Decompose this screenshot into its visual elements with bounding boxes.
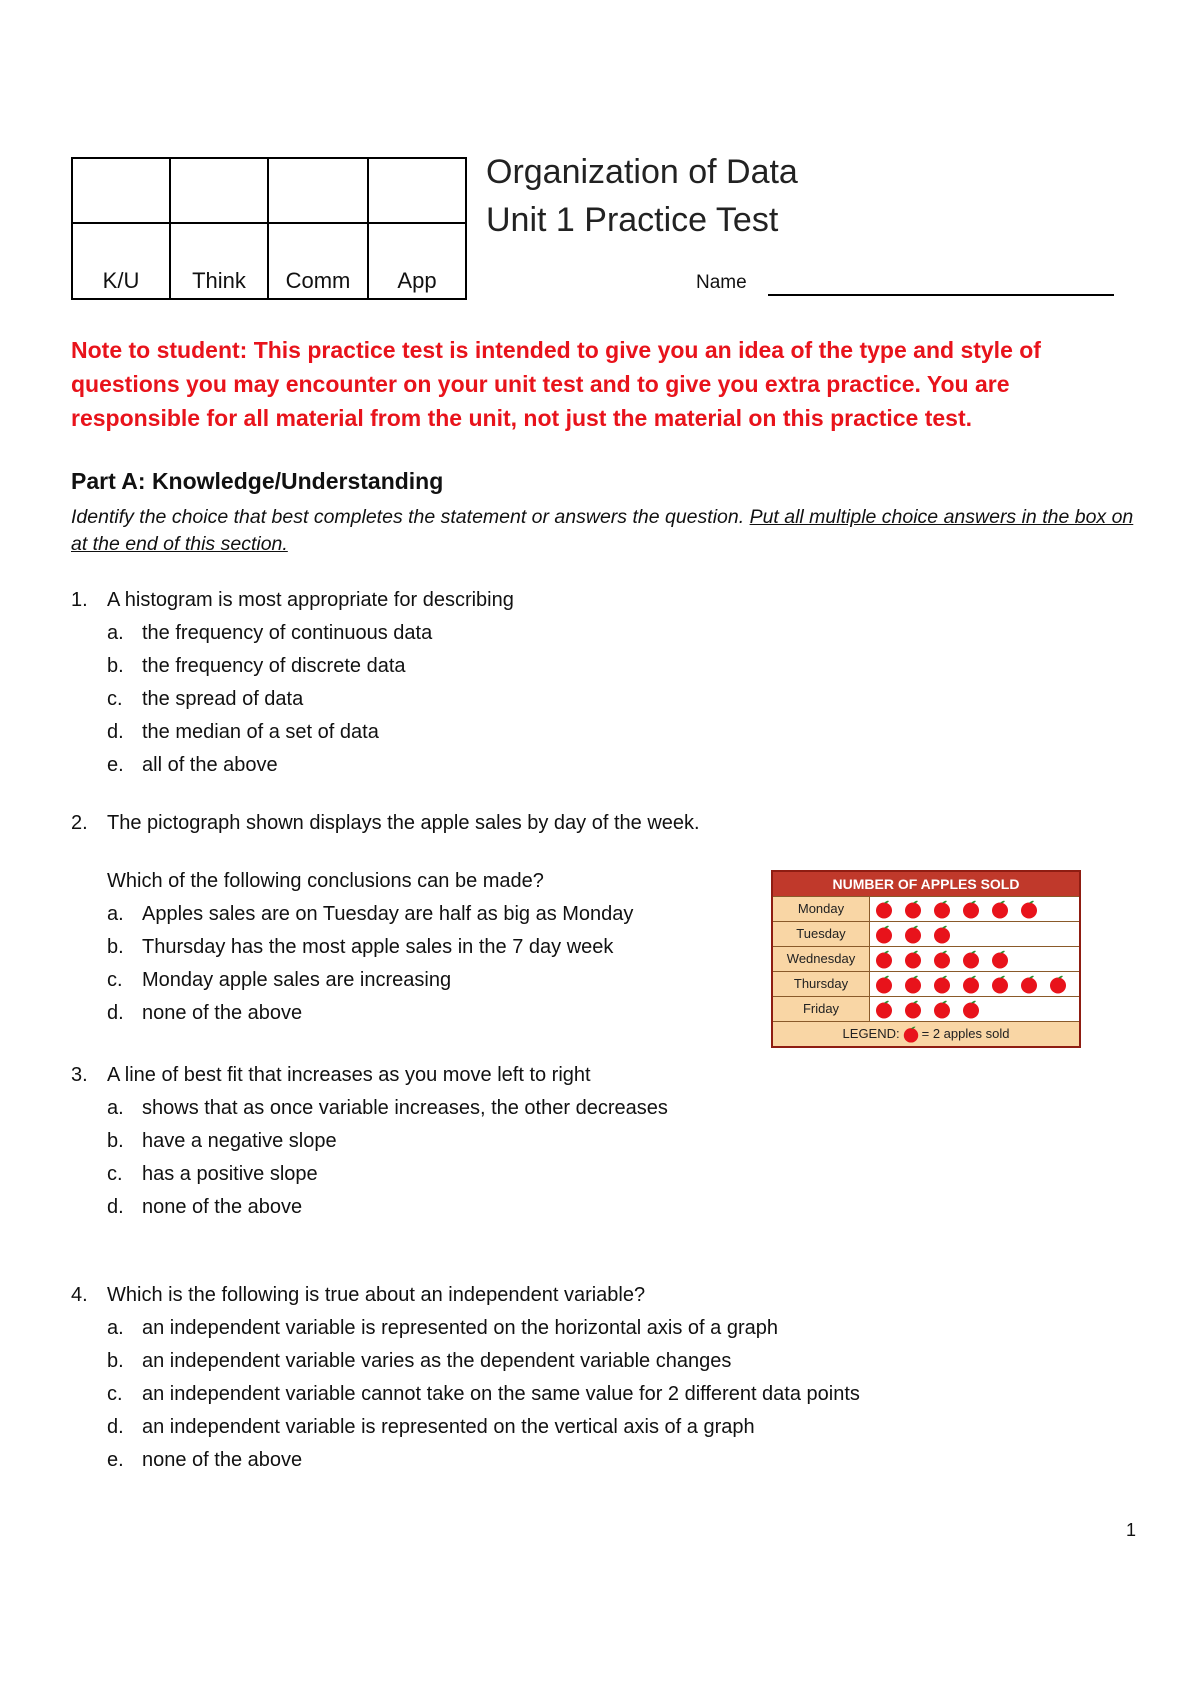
pictograph-day-label: Thursday xyxy=(773,972,870,996)
apple-icon xyxy=(990,949,1010,969)
option-text: none of the above xyxy=(142,1196,303,1218)
option-text: an independent variable is represented on the horizontal axis of a graph xyxy=(142,1317,778,1339)
option-letter: b. xyxy=(107,1350,124,1372)
apple-icon xyxy=(874,949,894,969)
option-text: the median of a set of data xyxy=(142,721,379,743)
document-page: K/U Think Comm App Organization of Data Unit 1 Practice Test Name Note to student: This practice test is intended to give you an idea of the type and style of questions you may encounter on your unit test and to give you extra practice. You are responsible for all material from the unit, not just the material on this practice test. Part A: Knowledge/Understanding Identify the choice that best completes the statement or answers the question. Put all multiple choice answers in the box on at the end of this section. 1. A histogram is most appropriate for describing a. the frequency of continuous data b. the frequency of discrete data c. the spread of data d. the median of a set of data e. all of the above 2. The pictograph shown displays the apple sales by day of the week. Which of the following conclusions can be made? a. Apples sales are on Tuesday are half as big as Monday b. Thursday has the most apple sales in the 7 day week c. Monday apple sales are increasing d. none of the above NUMBER OF APPLES SOLD Monday Tuesday Wednesday Thursday Friday LEGEND: = 2 apples sold 3. A line of best fit that increases as you move left to right a. shows that as once variable increases, the other decreases b. have a negative slope c. has a positive slope d. none of the above 4. Which is the following is true about an independent variable? a. an independent variable is represented on the horizontal axis of a graph b. an independent variable varies as the dependent variable changes c. an independent variable cannot take on the same value for 2 different data points d. an independent variable is represented on the vertical axis of a graph e. none of the above 1 xyxy=(0,0,1200,1696)
score-label-ku: K/U xyxy=(72,223,170,299)
option-letter: d. xyxy=(107,1002,124,1024)
option-letter: a. xyxy=(107,1317,124,1339)
apple-icon xyxy=(903,974,923,994)
name-label: Name xyxy=(696,272,747,293)
pictograph-rows xyxy=(773,896,1079,1021)
pictograph-apples xyxy=(870,922,961,946)
score-box xyxy=(71,157,467,300)
option-letter: b. xyxy=(107,1130,124,1152)
pictograph-apples xyxy=(870,972,1077,996)
option-letter: d. xyxy=(107,721,124,743)
part-a-heading: Part A: Knowledge/Understanding xyxy=(71,468,444,494)
question-text: Which is the following is true about an independent variable? xyxy=(107,1284,646,1306)
score-cell-think xyxy=(170,158,268,223)
option-text: an independent variable is represented on the vertical axis of a graph xyxy=(142,1416,755,1438)
page-title xyxy=(486,148,798,244)
pictograph-day-label: Wednesday xyxy=(773,947,870,971)
part-a-instructions xyxy=(71,504,1136,558)
option-text: an independent variable varies as the dependent variable changes xyxy=(142,1350,732,1372)
question-text: A line of best fit that increases as you move left to right xyxy=(107,1064,591,1086)
option-letter: b. xyxy=(107,936,124,958)
pictograph-row-tuesday xyxy=(773,921,1079,946)
title-line-1: Organization of Data xyxy=(486,153,798,191)
score-label-app: App xyxy=(368,223,466,299)
apple-icon xyxy=(932,924,952,944)
option-text: all of the above xyxy=(142,754,278,776)
question-text: A histogram is most appropriate for describing xyxy=(107,589,514,611)
name-field-line[interactable] xyxy=(768,294,1114,296)
apple-icon xyxy=(903,949,923,969)
instructions-underlined: Put all multiple choice answers in the box on at the end of this section. xyxy=(71,506,1134,555)
apple-icon xyxy=(932,949,952,969)
apple-icon xyxy=(961,899,981,919)
apple-icon xyxy=(932,899,952,919)
option-text: the frequency of discrete data xyxy=(142,655,406,677)
apple-pictograph xyxy=(771,870,1081,1048)
pictograph-row-wednesday xyxy=(773,946,1079,971)
apple-icon xyxy=(874,899,894,919)
option-letter: c. xyxy=(107,1383,123,1405)
apple-icon xyxy=(903,999,923,1019)
option-letter: e. xyxy=(107,1449,124,1471)
option-letter: e. xyxy=(107,754,124,776)
pictograph-apples xyxy=(870,997,990,1021)
pictograph-day-label: Tuesday xyxy=(773,922,870,946)
option-text: Monday apple sales are increasing xyxy=(142,969,452,991)
pictograph-apples xyxy=(870,897,1048,921)
apple-icon xyxy=(903,899,923,919)
option-letter: a. xyxy=(107,903,124,925)
apple-icon xyxy=(961,949,981,969)
apple-icon xyxy=(990,899,1010,919)
pictograph-row-friday xyxy=(773,996,1079,1021)
option-letter: a. xyxy=(107,1097,124,1119)
score-cell-ku xyxy=(72,158,170,223)
option-text: Apples sales are on Tuesday are half as big as Monday xyxy=(142,903,634,925)
option-text: have a negative slope xyxy=(142,1130,337,1152)
question-number: 2. xyxy=(71,812,88,834)
apple-icon xyxy=(961,974,981,994)
page-number: 1 xyxy=(1126,1520,1137,1540)
apple-icon xyxy=(902,1025,920,1043)
pictograph-row-thursday xyxy=(773,971,1079,996)
apple-icon xyxy=(903,924,923,944)
apple-icon xyxy=(961,999,981,1019)
option-text: shows that as once variable increases, the other decreases xyxy=(142,1097,668,1119)
option-text: none of the above xyxy=(142,1449,303,1471)
score-cell-comm xyxy=(268,158,368,223)
title-line-2: Unit 1 Practice Test xyxy=(486,201,779,239)
option-text: the frequency of continuous data xyxy=(142,622,433,644)
question-text: The pictograph shown displays the apple sales by day of the week. xyxy=(107,812,700,834)
option-letter: d. xyxy=(107,1416,124,1438)
question-number: 4. xyxy=(71,1284,88,1306)
apple-icon xyxy=(874,974,894,994)
pictograph-row-monday xyxy=(773,896,1079,921)
pictograph-apples xyxy=(870,947,1019,971)
instructions-text: Identify the choice that best completes the statement or answers the question. xyxy=(71,506,750,528)
option-letter: c. xyxy=(107,688,123,710)
pictograph-day-label: Monday xyxy=(773,897,870,921)
score-label-comm: Comm xyxy=(268,223,368,299)
apple-icon xyxy=(874,999,894,1019)
option-letter: c. xyxy=(107,969,123,991)
legend-prefix: LEGEND: xyxy=(842,1026,900,1041)
pictograph-day-label: Friday xyxy=(773,997,870,1021)
apple-icon xyxy=(1019,974,1039,994)
apple-icon xyxy=(932,999,952,1019)
apple-icon xyxy=(874,924,894,944)
option-letter: c. xyxy=(107,1163,123,1185)
score-label-think: Think xyxy=(170,223,268,299)
apple-icon xyxy=(1019,899,1039,919)
note-to-student: Note to student: This practice test is intended to give you an idea of the type and style of questions you may encounter on your unit test and to give you extra practice. You are responsible for all material from the unit, not just the material on this practice test. xyxy=(71,337,1041,431)
apple-icon xyxy=(1048,974,1068,994)
option-letter: d. xyxy=(107,1196,124,1218)
pictograph-title: NUMBER OF APPLES SOLD xyxy=(773,872,1079,896)
option-letter: b. xyxy=(107,655,124,677)
apple-icon xyxy=(990,974,1010,994)
option-text: none of the above xyxy=(142,1002,303,1024)
legend-suffix: = 2 apples sold xyxy=(921,1026,1010,1041)
question-number: 1. xyxy=(71,589,88,611)
option-text: an independent variable cannot take on the same value for 2 different data points xyxy=(142,1383,860,1405)
option-text: the spread of data xyxy=(142,688,304,710)
option-text: has a positive slope xyxy=(142,1163,318,1185)
apple-icon xyxy=(932,974,952,994)
option-letter: a. xyxy=(107,622,124,644)
question-number: 3. xyxy=(71,1064,88,1086)
pictograph-legend xyxy=(773,1021,1079,1046)
option-text: Thursday has the most apple sales in the 7 day week xyxy=(142,936,614,958)
score-cell-app xyxy=(368,158,466,223)
